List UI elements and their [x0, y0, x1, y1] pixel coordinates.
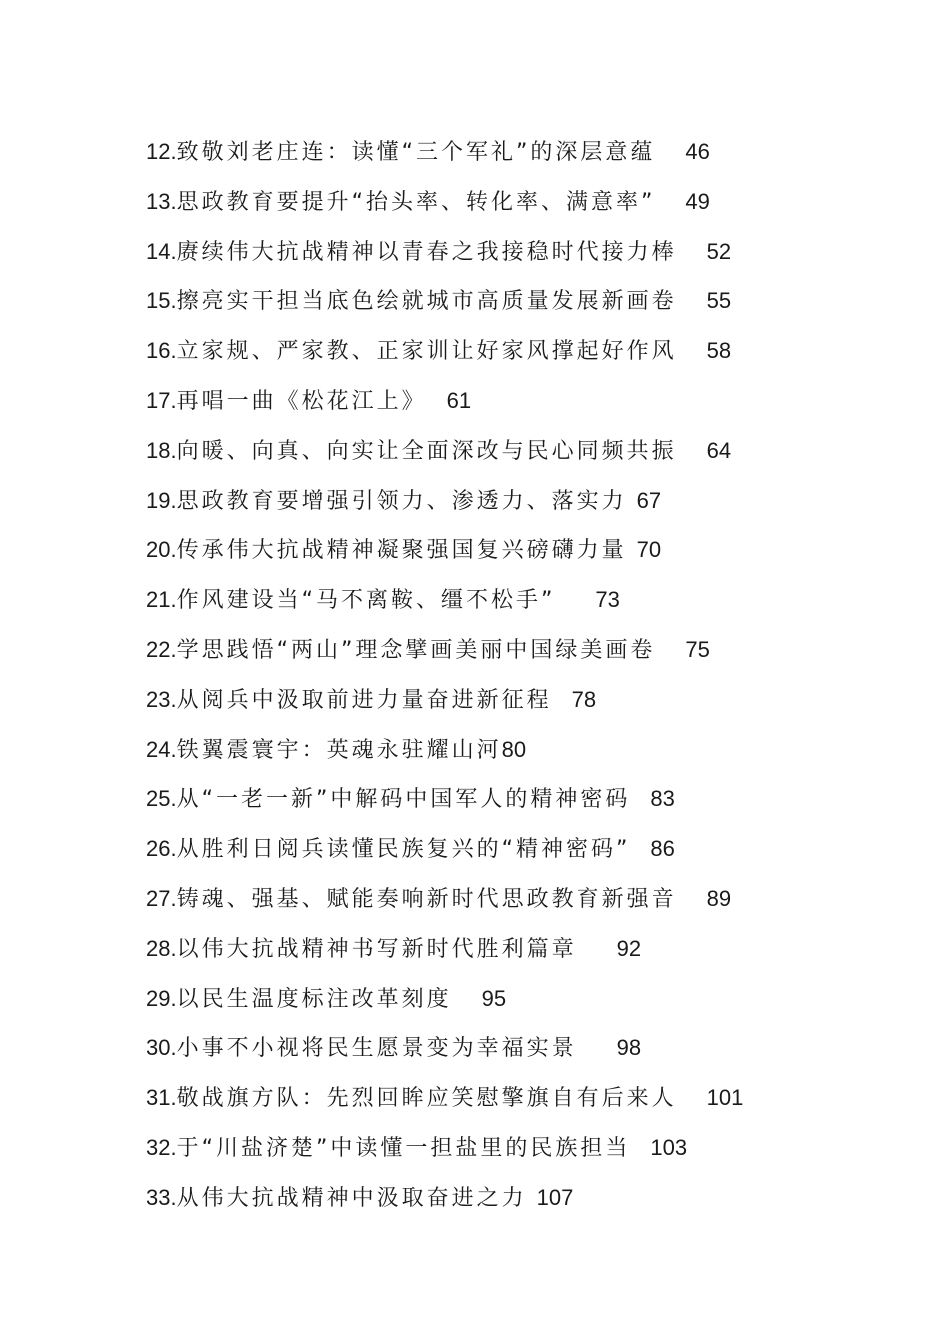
toc-entry-page: 55 [706, 288, 732, 314]
toc-entry [146, 525, 846, 575]
toc-entry-page: 75 [685, 636, 710, 662]
toc-entry-number: 27. [146, 885, 177, 911]
toc-entry-number: 21. [146, 587, 177, 613]
toc-entry-page: 78 [571, 686, 597, 712]
toc-entry-page: 107 [536, 1184, 574, 1210]
toc-entry [146, 1123, 846, 1173]
toc-entry-page: 67 [636, 487, 662, 513]
toc-entry-number: 17. [146, 387, 177, 413]
toc-entry [146, 625, 846, 675]
toc-entry-title: 思政教育要提升“抬头率、转化率、满意率” [176, 189, 656, 215]
toc-entry-page: 103 [650, 1134, 688, 1160]
toc-entry [146, 177, 846, 227]
toc-entry-title: 从胜利日阅兵读懂民族复兴的“精神密码” [176, 837, 631, 863]
toc-entry-number: 33. [146, 1184, 177, 1210]
toc-entry [146, 824, 846, 874]
toc-entry-page: 80 [501, 736, 527, 762]
toc-entry-number: 29. [146, 985, 177, 1011]
toc-entry-page: 64 [706, 437, 732, 463]
toc-entry-number: 26. [146, 836, 177, 862]
toc-entry [146, 476, 846, 526]
toc-entry-title: 铸魂、强基、赋能奏响新时代思政教育新强音 [176, 886, 677, 912]
toc-entry-title: 从伟大抗战精神中汲取奋进之力 [176, 1185, 527, 1211]
toc-entry-page: 95 [481, 985, 507, 1011]
toc-entry-title: 以民生温度标注改革刻度 [176, 986, 452, 1012]
toc-entry-number: 12. [146, 139, 177, 164]
toc-entry-title: 再唱一曲《松花江上》 [176, 388, 427, 414]
toc-entry-page: 58 [706, 338, 732, 364]
toc-entry-title: 赓续伟大抗战精神以青春之我接稳时代接力棒 [176, 239, 677, 265]
toc-entry-page: 52 [706, 238, 732, 264]
toc-entry-page: 86 [650, 836, 675, 862]
toc-entry-page: 98 [616, 1035, 642, 1061]
toc-entry [146, 725, 846, 775]
toc-entry [146, 1023, 846, 1073]
toc-entry-page: 49 [685, 188, 710, 214]
toc-entry [146, 127, 846, 177]
toc-entry-title: 向暖、向真、向实让全面深改与民心同频共振 [176, 438, 677, 464]
toc-entry-title: 于“川盐济楚”中读懂一担盐里的民族担当 [176, 1135, 631, 1161]
toc-entry [146, 376, 846, 426]
toc-entry [146, 874, 846, 924]
toc-entry-number: 23. [146, 686, 177, 712]
toc-entry [146, 675, 846, 725]
toc-entry-number: 16. [146, 338, 177, 364]
toc-entry [146, 227, 846, 277]
toc-entry [146, 326, 846, 376]
toc-entry-title: 从阅兵中汲取前进力量奋进新征程 [176, 687, 552, 713]
toc-entry-number: 18. [146, 437, 177, 463]
toc-entry-title: 敬战旗方队：先烈回眸应笑慰擎旗自有后来人 [176, 1086, 677, 1112]
toc-entry-title: 从“一老一新”中解码中国军人的精神密码 [176, 787, 631, 813]
toc-entry-title: 小事不小视将民生愿景变为幸福实景 [176, 1036, 577, 1062]
toc-entry-title: 铁翼震寰宇：英魂永驻耀山河 [176, 737, 502, 763]
toc-entry-page: 89 [706, 885, 732, 911]
toc-entry-number: 20. [146, 537, 177, 563]
toc-entry-page: 73 [595, 587, 620, 613]
toc-entry-title: 思政教育要增强引领力、渗透力、落实力 [176, 488, 627, 514]
toc-entry-page: 61 [446, 387, 472, 413]
toc-entry [146, 575, 846, 625]
toc-entry-title: 擦亮实干担当底色绘就城市高质量发展新画卷 [176, 289, 677, 315]
toc-entry-title: 以伟大抗战精神书写新时代胜利篇章 [176, 936, 577, 962]
toc-entry-page: 70 [636, 537, 662, 563]
toc-entry [146, 1073, 846, 1123]
toc-entry-number: 30. [146, 1035, 177, 1061]
toc-entry-number: 28. [146, 935, 177, 961]
toc-entry [146, 1173, 846, 1223]
toc-entry-number: 19. [146, 487, 177, 513]
toc-entry [146, 426, 846, 476]
toc-entry-page: 92 [616, 935, 642, 961]
toc-entry-number: 15. [146, 288, 177, 314]
toc-entry [146, 276, 846, 326]
toc-entry-page: 46 [685, 139, 710, 164]
toc-entry-title: 传承伟大抗战精神凝聚强国复兴磅礴力量 [176, 538, 627, 564]
table-of-contents [146, 127, 846, 1223]
toc-entry-title: 致敬刘老庄连：读懂“三个军礼”的深层意蕴 [176, 140, 656, 165]
toc-entry [146, 974, 846, 1024]
toc-entry-title: 立家规、严家教、正家训让好家风撑起好作风 [176, 339, 677, 365]
toc-entry-number: 31. [146, 1085, 177, 1111]
toc-entry-number: 14. [146, 238, 177, 264]
toc-entry-number: 13. [146, 188, 177, 214]
toc-entry [146, 774, 846, 824]
toc-entry-number: 24. [146, 736, 177, 762]
toc-entry-page: 83 [650, 786, 675, 812]
toc-entry [146, 924, 846, 974]
toc-entry-title: 作风建设当“马不离鞍、缰不松手” [176, 588, 556, 614]
toc-entry-number: 32. [146, 1134, 177, 1160]
toc-entry-number: 25. [146, 786, 177, 812]
toc-entry-page: 101 [706, 1085, 744, 1111]
toc-entry-title: 学思践悟“两山”理念擘画美丽中国绿美画卷 [176, 637, 656, 663]
toc-entry-number: 22. [146, 636, 177, 662]
